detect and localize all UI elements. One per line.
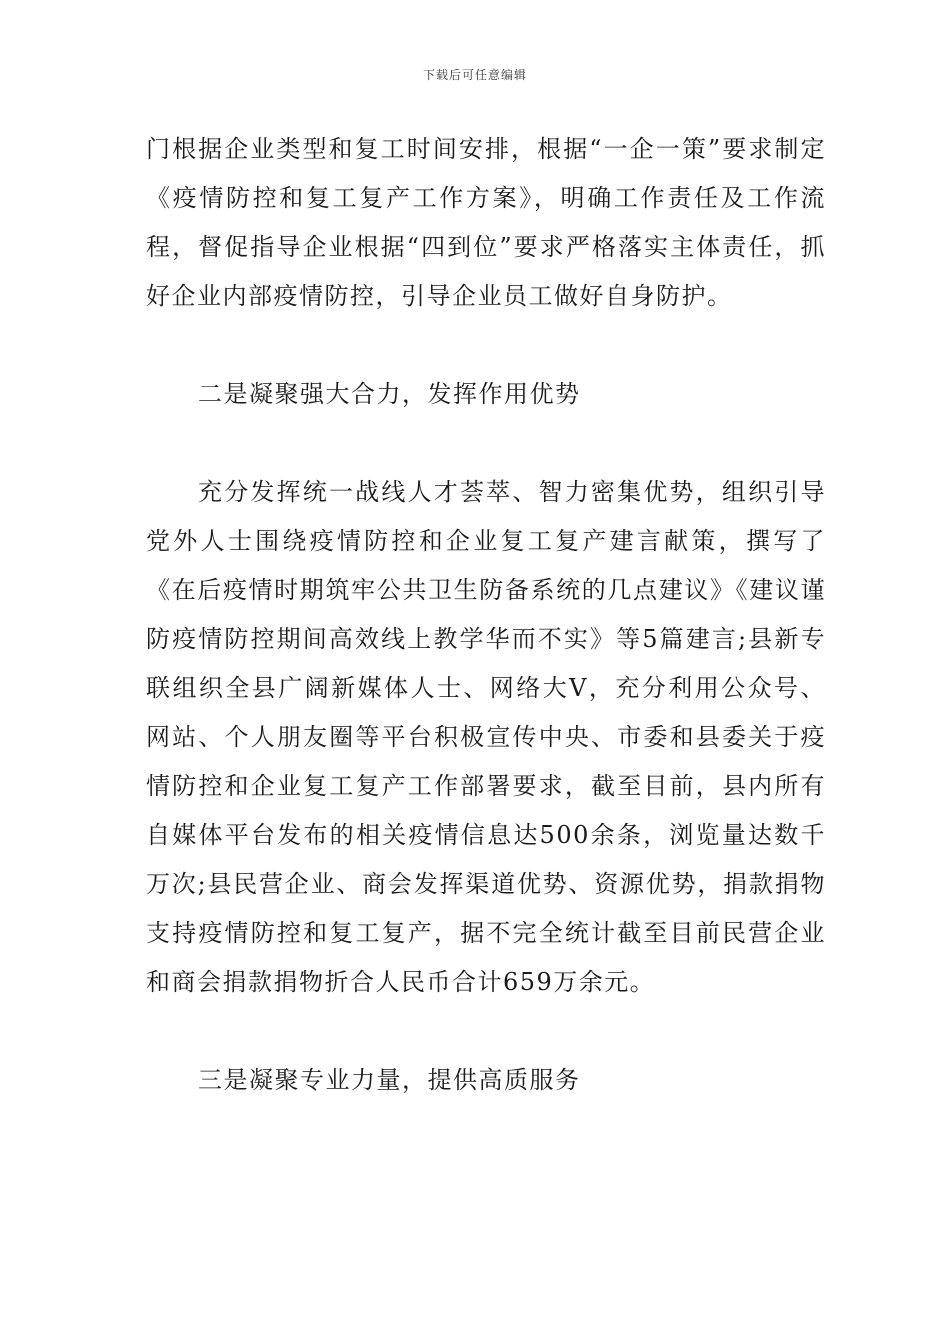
paragraph-section-2: 充分发挥统一战线人才荟萃、智力密集优势，组织引导党外人士围绕疫情防控和企业复工复产建言献策，撰写了《在后疫情时期筑牢公共卫生防备系统的几点建议》《建议谨防疫情防控期间高效线上教学华而不实》等5篇建言;县新专联组织全县广阔新媒体人士、网络大V，充分利用公众号、网站、个人朋友圈等平台积极宣传中央、市委和县委关于疫情防控和企业复工复产工作部署要求，截至目前，县内所有自媒体平台发布的相关疫情信息达500余条，浏览量达数千万次;县民营企业、商会发挥渠道优势、资源优势，捐款捐物支持疫情防控和复工复产，据不完全统计截至目前民营企业和商会捐款捐物折合人民币合计659万余元。 (146, 478, 826, 996)
spacer (146, 1007, 826, 1056)
spacer (146, 419, 826, 468)
spacer (146, 321, 826, 370)
document-body (146, 125, 826, 1105)
page-header: 下载后可任意编辑 (422, 68, 527, 82)
paragraph-continuation: 门根据企业类型和复工时间安排，根据“一企一策”要求制定《疫情防控和复工复产工作方案》，明确工作责任及工作流程，督促指导企业根据“四到位”要求严格落实主体责任，抓好企业内部疫情防控，引导企业员工做好自身防护。 (146, 135, 826, 310)
section-heading-2: 二是凝聚强大合力，发挥作用优势 (198, 380, 581, 408)
section-heading-3: 三是凝聚专业力量，提供高质服务 (198, 1066, 581, 1094)
